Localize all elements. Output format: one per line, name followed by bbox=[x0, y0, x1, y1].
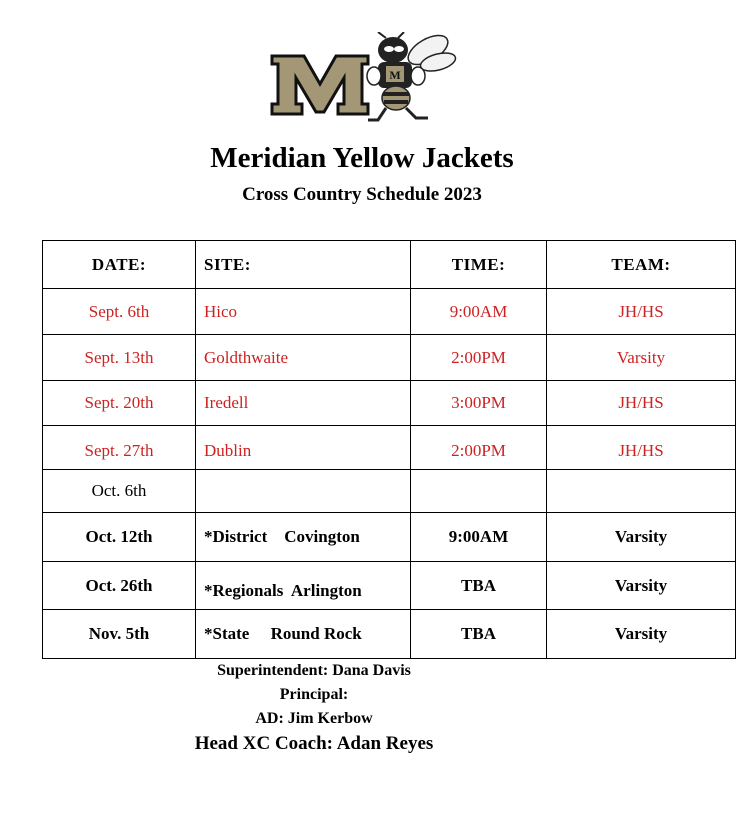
site-cell: Dublin bbox=[196, 426, 411, 470]
table-row bbox=[43, 289, 736, 335]
date-cell: Sept. 27th bbox=[43, 426, 196, 470]
site-cell bbox=[196, 470, 411, 513]
coach-line: Head XC Coach: Adan Reyes bbox=[194, 733, 434, 754]
date-cell: Oct. 26th bbox=[43, 562, 196, 610]
superintendent-line: Superintendent: Dana Davis bbox=[217, 662, 411, 679]
date-cell: Sept. 13th bbox=[43, 335, 196, 381]
time-cell: TBA bbox=[411, 610, 547, 659]
table-row bbox=[43, 335, 736, 381]
team-cell: JH/HS bbox=[547, 381, 736, 426]
principal-line: Principal: bbox=[279, 686, 349, 703]
athletic-director-line: AD: Jim Kerbow bbox=[255, 710, 373, 727]
table-row bbox=[43, 562, 736, 610]
page-subtitle: Cross Country Schedule 2023 bbox=[242, 184, 482, 205]
team-cell bbox=[547, 470, 736, 513]
header-time: TIME: bbox=[411, 241, 547, 289]
date-cell: Sept. 6th bbox=[43, 289, 196, 335]
table-row bbox=[43, 513, 736, 562]
time-cell: TBA bbox=[411, 562, 547, 610]
table-row bbox=[43, 426, 736, 470]
time-cell: 3:00PM bbox=[411, 381, 547, 426]
date-cell: Oct. 6th bbox=[43, 470, 196, 513]
team-cell: JH/HS bbox=[547, 289, 736, 335]
page-title: Meridian Yellow Jackets bbox=[210, 142, 514, 174]
school-logo bbox=[268, 32, 458, 124]
time-cell bbox=[411, 470, 547, 513]
table-row bbox=[43, 470, 736, 513]
time-cell: 9:00AM bbox=[411, 513, 547, 562]
site-cell: *Regionals Arlington bbox=[196, 562, 411, 610]
schedule-table bbox=[42, 240, 736, 659]
header-date: DATE: bbox=[43, 241, 196, 289]
site-cell: Goldthwaite bbox=[196, 335, 411, 381]
date-cell: Oct. 12th bbox=[43, 513, 196, 562]
team-cell: Varsity bbox=[547, 335, 736, 381]
team-cell: Varsity bbox=[547, 513, 736, 562]
date-cell: Sept. 20th bbox=[43, 381, 196, 426]
site-cell: Hico bbox=[196, 289, 411, 335]
team-cell: Varsity bbox=[547, 562, 736, 610]
header-team: TEAM: bbox=[547, 241, 736, 289]
date-cell: Nov. 5th bbox=[43, 610, 196, 659]
header-site: SITE: bbox=[196, 241, 411, 289]
time-cell: 9:00AM bbox=[411, 289, 547, 335]
table-row bbox=[43, 610, 736, 659]
team-cell: JH/HS bbox=[547, 426, 736, 470]
m-letter-icon bbox=[272, 56, 368, 114]
team-cell: Varsity bbox=[547, 610, 736, 659]
table-header-row bbox=[43, 241, 736, 289]
site-cell: *State Round Rock bbox=[196, 610, 411, 659]
site-cell: Iredell bbox=[196, 381, 411, 426]
svg-text:M: M bbox=[389, 68, 401, 82]
time-cell: 2:00PM bbox=[411, 426, 547, 470]
time-cell: 2:00PM bbox=[411, 335, 547, 381]
table-row bbox=[43, 381, 736, 426]
site-cell: *District Covington bbox=[196, 513, 411, 562]
bee-abdomen-icon bbox=[382, 86, 410, 110]
